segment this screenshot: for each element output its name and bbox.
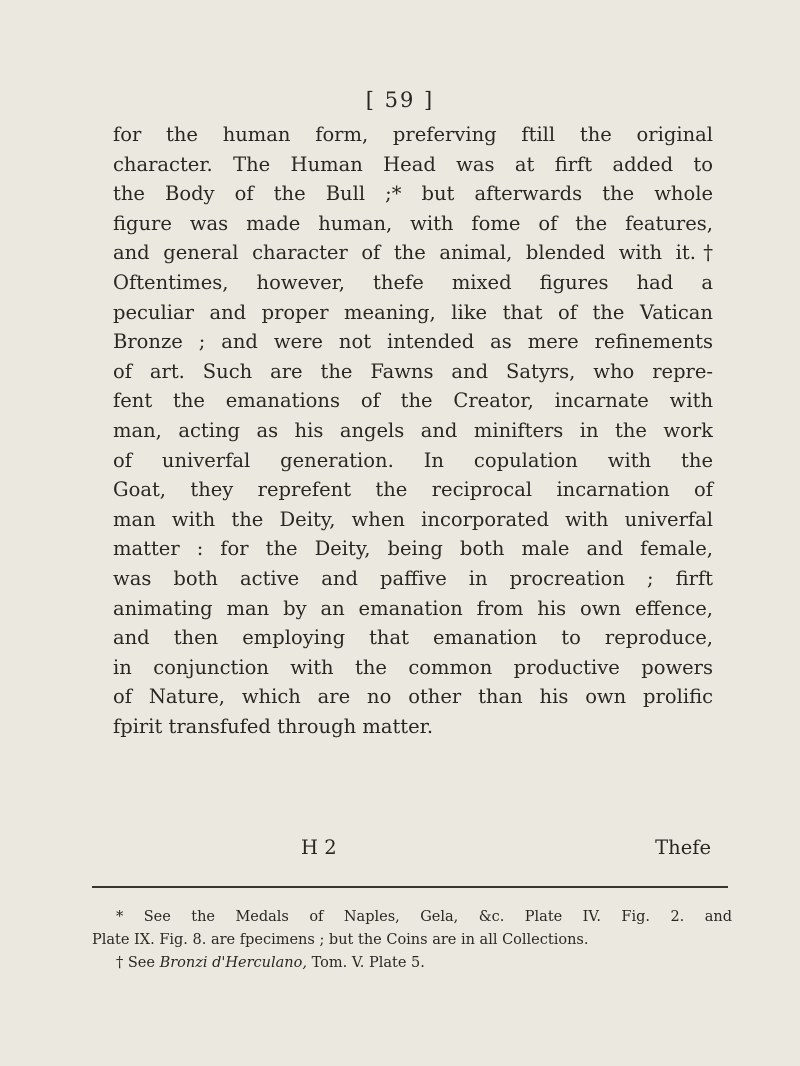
text-line: the Body of the Bull ;* but afterwards the whole xyxy=(113,182,713,206)
text-line: animating man by an emanation from his own effence, xyxy=(113,596,713,620)
text-line: matter : for the Deity, being both male and female, xyxy=(113,537,713,561)
text-line: Oftentimes, however, thefe mixed figures had a xyxy=(113,270,713,294)
text-line: Goat, they reprefent the reciprocal incarnation of xyxy=(113,478,713,502)
text-line: in conjunction with the common productive powers xyxy=(113,655,713,679)
text-line: of art. Such are the Fawns and Satyrs, who repre- xyxy=(113,359,713,383)
footnote-2 xyxy=(92,952,732,975)
text-line: of Nature, which are no other than his own prolific xyxy=(113,685,713,709)
text-line: was both active and paffive in procreation ; firft xyxy=(113,566,713,590)
text-line: of univerfal generation. In copulation with the xyxy=(113,448,713,472)
text-line: Bronze ; and were not intended as mere refinements xyxy=(113,330,713,354)
text-line: character. The Human Head was at firft added to xyxy=(113,152,713,176)
footnotes xyxy=(92,906,732,975)
text-line: fpirit transfufed through matter. xyxy=(113,714,434,738)
footnote-2-suffix: Tom. V. Plate 5. xyxy=(311,955,425,971)
text-line: figure was made human, with fome of the features, xyxy=(113,211,713,235)
text-line: man with the Deity, when incorporated with univerfal xyxy=(113,507,713,531)
text-line: for the human form, preferving ftill the original xyxy=(113,123,713,146)
body-text xyxy=(113,120,713,741)
page-number: [ 59 ] xyxy=(365,88,435,112)
signature-mark: H 2 xyxy=(301,836,337,859)
text-line: and general character of the animal, blended with it.† xyxy=(113,241,713,265)
footnote-1-line-1: * See the Medals of Naples, Gela, &c. Plate IV. Fig. 2. and xyxy=(116,909,732,925)
footnote-rule xyxy=(92,886,728,888)
footnote-2-prefix: † See xyxy=(116,955,155,971)
text-line: peculiar and proper meaning, like that of the Vatican xyxy=(113,300,713,324)
catchword: Thefe xyxy=(655,836,711,859)
text-line: man, acting as his angels and minifters in the work xyxy=(113,418,713,442)
text-line: fent the emanations of the Creator, incarnate with xyxy=(113,389,713,413)
footnote-1-line-2: Plate IX. Fig. 8. are fpecimens ; but the Coins are in all Collections. xyxy=(92,932,589,948)
text-line: and then employing that emanation to reproduce, xyxy=(113,626,713,650)
footnote-2-title: Bronzi d'Herculano, xyxy=(159,955,307,971)
